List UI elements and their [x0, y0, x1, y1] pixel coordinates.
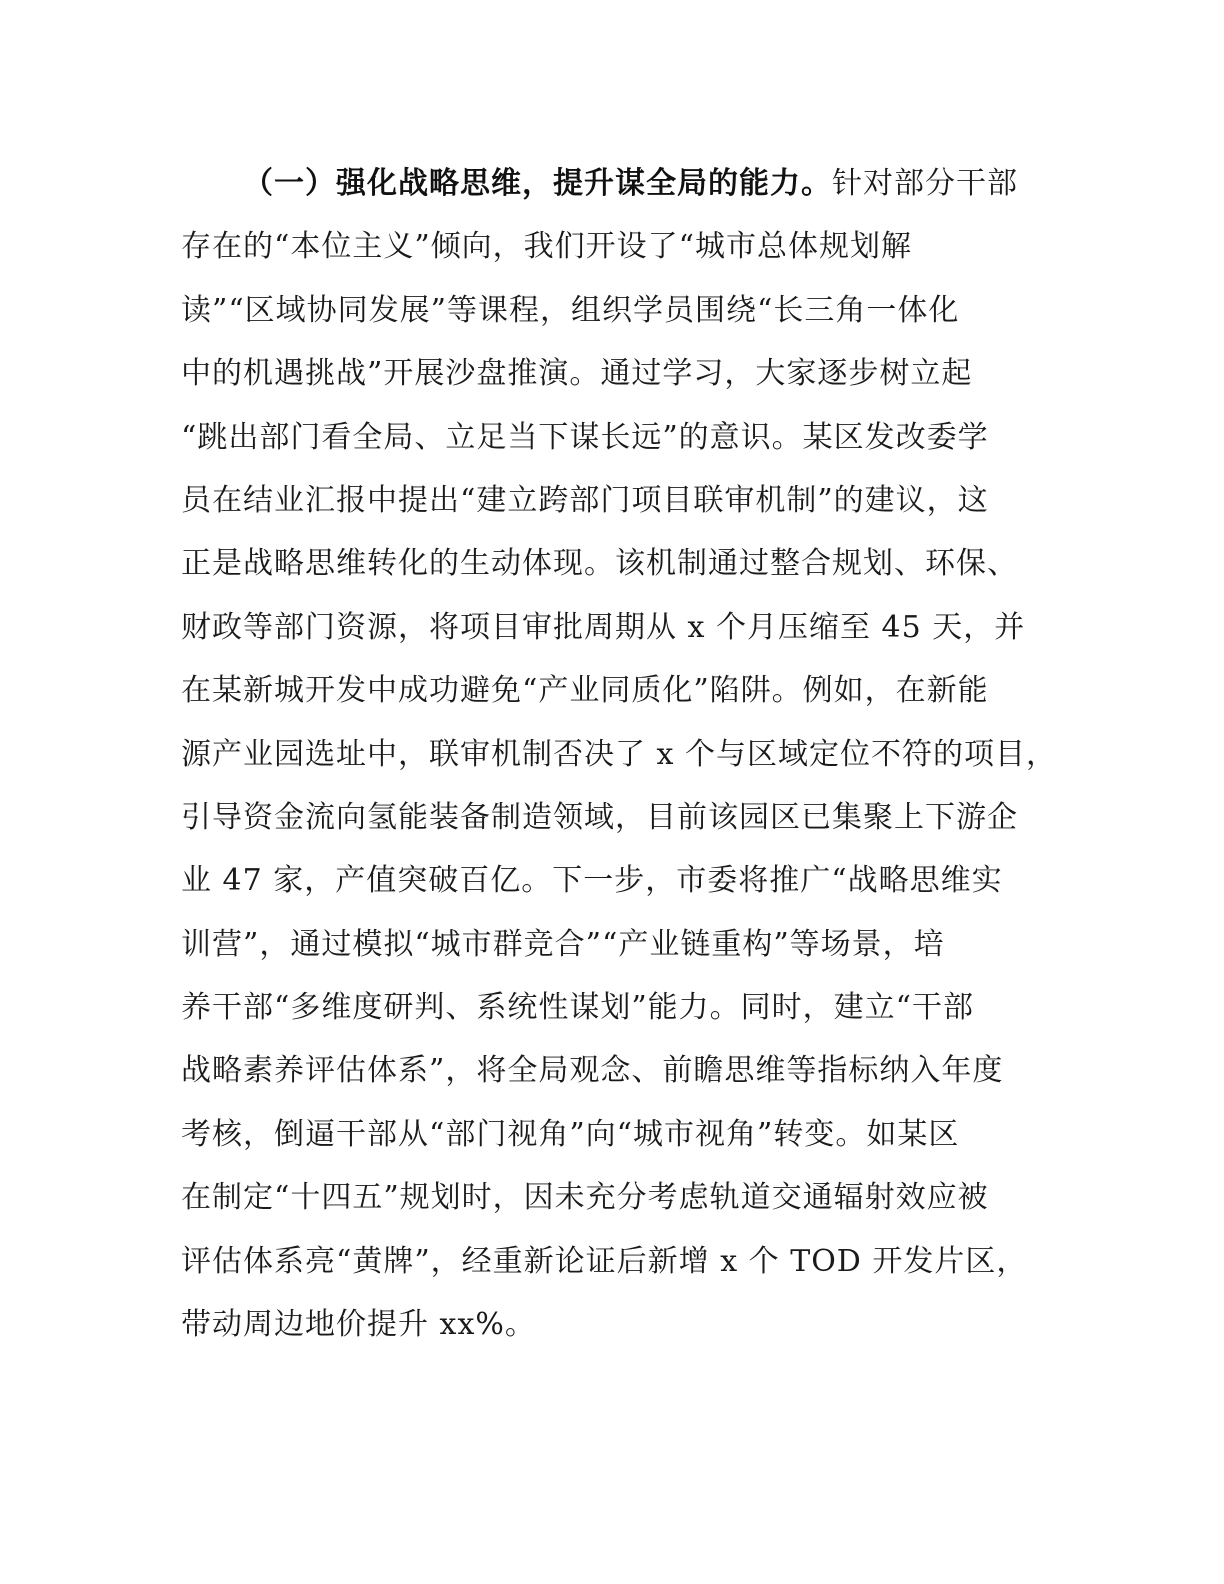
paragraph-line-9: 在某新城开发中成功避免“产业同质化”陷阱。例如，在新能 [181, 673, 989, 709]
paragraph-line-5: “跳出部门看全局、立足当下谋长远”的意识。某区发改委学 [181, 419, 989, 455]
paragraph-line-18: 评估体系亮“黄牌”，经重新论证后新增 x 个 TOD 开发片区， [181, 1243, 1028, 1279]
paragraph-text: 针对部分干部 [832, 166, 1018, 201]
paragraph-line-11: 引导资金流向氢能装备制造领域，目前该园区已集聚上下游企 [181, 799, 1018, 835]
paragraph-line-16: 考核，倒逼干部从“部门视角”向“城市视角”转变。如某区 [181, 1116, 960, 1152]
paragraph-line-10: 源产业园选址中，联审机制否决了 x 个与区域定位不符的项目， [181, 736, 1057, 772]
paragraph-line-13: 训营”，通过模拟“城市群竞合”“产业链重构”等场景，培 [181, 926, 945, 962]
paragraph-line-17: 在制定“十四五”规划时，因未充分考虑轨道交通辐射效应被 [181, 1180, 989, 1216]
paragraph-line-8: 财政等部门资源，将项目审批周期从 x 个月压缩至 45 天，并 [181, 609, 1026, 645]
paragraph-line-2: 存在的“本位主义”倾向，我们开设了“城市总体规划解 [181, 229, 913, 265]
paragraph-line-1 [181, 152, 1041, 215]
paragraph-line-15: 战略素养评估体系”，将全局观念、前瞻思维等指标纳入年度 [181, 1053, 1004, 1089]
paragraph-line-14: 养干部“多维度研判、系统性谋划”能力。同时，建立“干部 [181, 990, 975, 1026]
paragraph-line-7: 正是战略思维转化的生动体现。该机制通过整合规划、环保、 [181, 546, 1018, 582]
body-paragraph [181, 152, 1057, 1356]
paragraph-line-4: 中的机遇挑战”开展沙盘推演。通过学习，大家逐步树立起 [181, 356, 973, 392]
paragraph-line-3: 读”“区域协同发展”等课程，组织学员围绕“长三角一体化 [181, 292, 960, 328]
paragraph-line-12: 业 47 家，产值突破百亿。下一步，市委将推广“战略思维实 [181, 863, 1003, 899]
section-heading: （一）强化战略思维，提升谋全局的能力。 [243, 166, 832, 201]
paragraph-line-19: 带动周边地价提升 xx%。 [181, 1307, 536, 1343]
paragraph-line-6: 员在结业汇报中提出“建立跨部门项目联审机制”的建议，这 [181, 482, 989, 518]
